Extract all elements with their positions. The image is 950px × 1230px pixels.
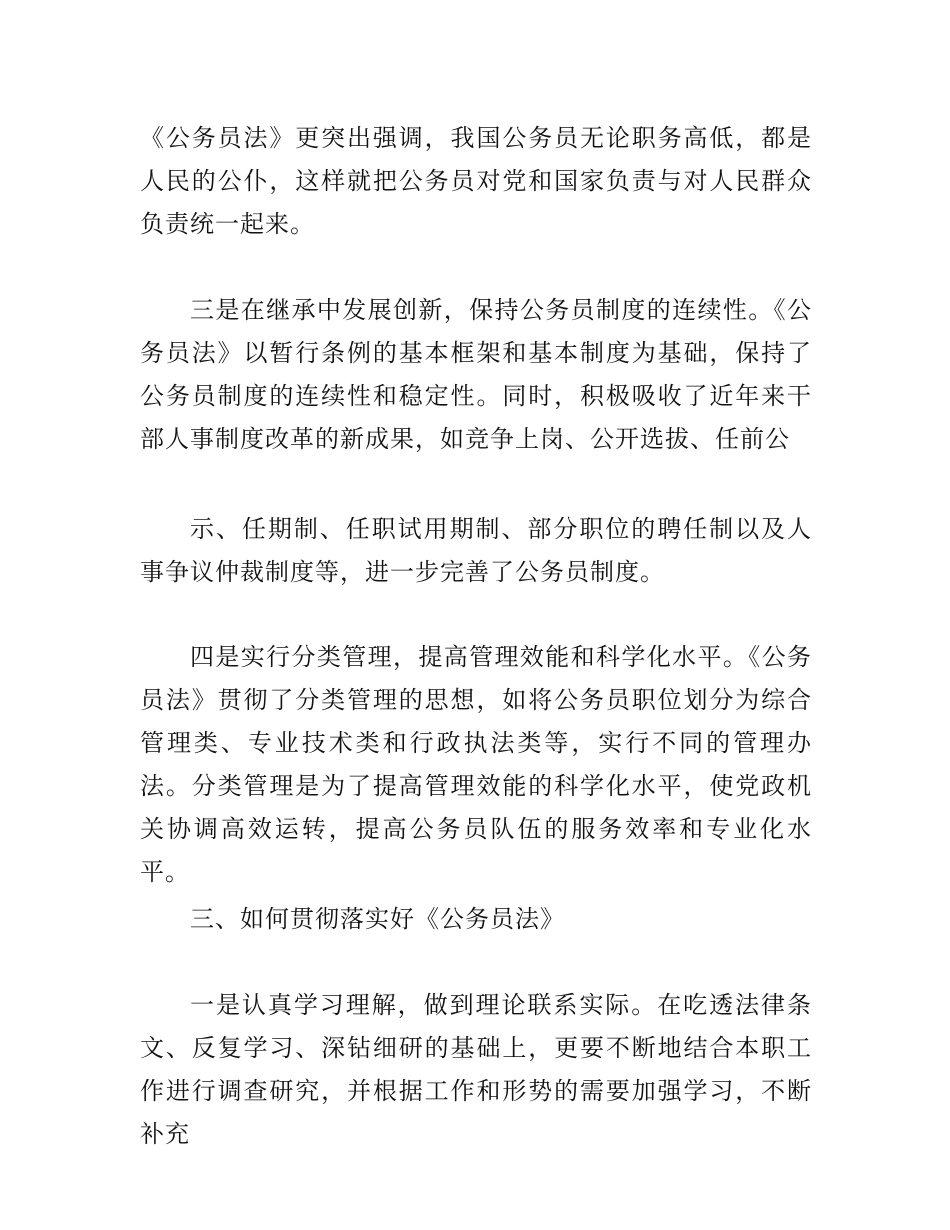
paragraph-fourth-point-classification: 四是实行分类管理，提高管理效能和科学化水平。《公务员法》贯彻了分类管理的思想，如将公务员职位划分为综合管理类、专业技术类和行政执法类等，实行不同的管理办法。分类管理是为了提高管理效能的科学化水平，使党政机关协调高效运转，提高公务员队伍的服务效率和专业化水平。 — [140, 643, 812, 886]
paragraph-civil-servant-law-emphasis: 《公务员法》更突出强调，我国公务员无论职务高低，都是人民的公仆，这样就把公务员对党和国家负责与对人民群众负责统一起来。 — [140, 124, 812, 238]
paragraph-third-point-innovation: 三是在继承中发展创新，保持公务员制度的连续性。《公务员法》以暂行条例的基本框架和基本制度为基础，保持了公务员制度的连续性和稳定性。同时，积极吸收了近年来干部人事制度改革的新成果，如竞争上岗、公开选拔、任前公 — [140, 296, 812, 453]
paragraph-third-point-continued: 示、任期制、任职试用期制、部分职位的聘任制以及人事争议仲裁制度等，进一步完善了公务员制度。 — [140, 515, 812, 586]
paragraph-first-point-study: 一是认真学习理解，做到理论联系实际。在吃透法律条文、反复学习、深钻细研的基础上，更要不断地结合本职工作进行调查研究，并根据工作和形势的需要加强学习，不断补充 — [140, 991, 812, 1148]
section-heading-implementation: 三、如何贯彻落实好《公务员法》 — [190, 905, 565, 933]
